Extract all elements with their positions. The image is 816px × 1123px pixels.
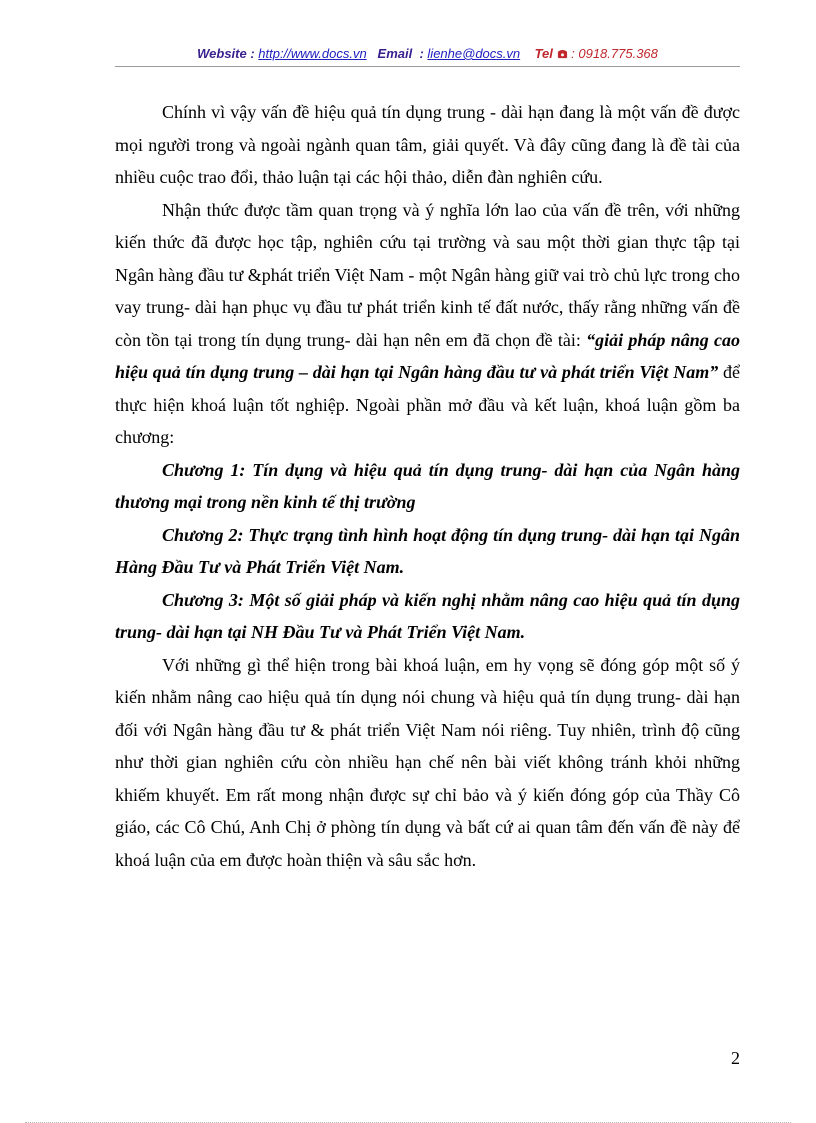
header-divider bbox=[115, 66, 740, 67]
paragraph-1: Chính vì vậy vấn đề hiệu quả tín dụng trung - dài hạn đang là một vấn đề được mọi người trong và ngoài ngành quan tâm, giải quyết. Và đây cũng đang là đề tài của nhiều cuộc trao đổi, thảo luận tại các hội thảo, diễn đàn nghiên cứu. bbox=[115, 102, 740, 187]
thesis-topic: “giải pháp nâng cao hiệu quả tín dụng trung – dài hạn tại Ngân hàng đầu tư và phát triển Việt Nam” bbox=[115, 329, 740, 382]
phone-icon bbox=[557, 48, 568, 59]
chapter-2: Chương 2: Thực trạng tình hình hoạt động tín dụng trung- dài hạn tại Ngân Hàng Đầu Tư và Phát Triển Việt Nam. bbox=[115, 524, 740, 577]
paragraph-3: Với những gì thể hiện trong bài khoá luận, em hy vọng sẽ đóng góp một số ý kiến nhằm nâng cao hiệu quả tín dụng nói chung và hiệu quả tín dụng trung- dài hạn đối với Ngân hàng đầu tư & phát triển Việt Nam nói riêng. Tuy nhiên, trình độ cũng như thời gian nghiên cứu còn nhiều hạn chế nên bài viết không tránh khỏi những khiếm khuyết. Em rất mong nhận được sự chỉ bảo và ý kiến đóng góp của Thầy Cô giáo, các Cô Chú, Anh Chị ở phòng tín dụng và bất cứ ai quan tâm đến vấn đề này để khoá luận của em được hoàn thiện và sâu sắc hơn. bbox=[115, 654, 740, 870]
email-label: Email bbox=[377, 46, 413, 61]
paragraph-2-intro: Nhận thức được tầm quan trọng và ý nghĩa lớn lao của vấn đề trên, với những kiến thức đã được học tập, nghiên cứu tại trường và sau một thời gian thực tập tại Ngân hàng đầu tư &phát triển Việt Nam - một Ngân hàng giữ vai trò chủ lực trong cho vay trung- dài hạn phục vụ đầu tư phát triển kinh tế đất nước, thấy rằng những vấn đề còn tồn tại trong tín dụng trung- dài hạn nên em đã chọn đề tài: bbox=[115, 199, 740, 350]
chapter-1: Chương 1: Tín dụng và hiệu quả tín dụng trung- dài hạn của Ngân hàng thương mại trong nền kinh tế thị trường bbox=[115, 459, 740, 512]
chapter-3: Chương 3: Một số giải pháp và kiến nghị nhằm nâng cao hiệu quả tín dụng trung- dài hạn tại NH Đầu Tư và Phát Triển Việt Nam. bbox=[115, 589, 740, 642]
website-link[interactable]: http://www.docs.vn bbox=[258, 46, 367, 61]
paragraph-2-outro: để thực hiện khoá luận tốt nghiệp. Ngoài phần mở đầu và kết luận, khoá luận gồm ba chương: bbox=[115, 362, 740, 447]
email-link[interactable]: lienhe@docs.vn bbox=[427, 46, 521, 61]
page-header bbox=[115, 46, 740, 61]
phone-number: : 0918.775.368 bbox=[571, 46, 658, 61]
tel-label: Tel bbox=[534, 46, 553, 61]
email-separator: : bbox=[419, 46, 424, 61]
page-number: 2 bbox=[731, 1048, 740, 1068]
document-body bbox=[115, 96, 740, 876]
paragraph-2 bbox=[115, 194, 740, 454]
website-label: Website : bbox=[197, 46, 255, 61]
